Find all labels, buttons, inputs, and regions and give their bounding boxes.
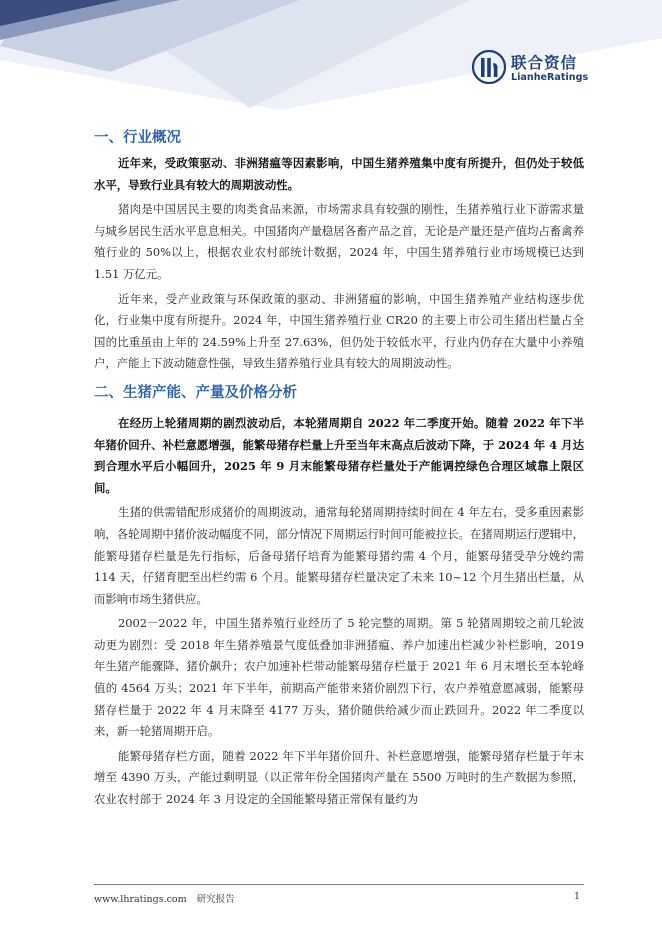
section-lead: 近年来，受政策驱动、非洲猪瘟等因素影响，中国生猪养殖集中度有所提升，但仍处于较低水平，导致行业具有较大的周期波动性。 — [94, 156, 584, 192]
paragraph: 猪肉是中国居民主要的肉类食品来源，市场需求具有较强的刚性，生猪养殖行业下游需求量与城乡居民生活水平息息相关。中国猪肉产量稳居各畜产品之首，无论是产量还是产值均占畜禽养殖行业的 50%以上，根据农业农村部统计数据，2024 年，中国生猪养殖行业市场规模已达到 1.51 万亿元。 — [94, 202, 584, 281]
footer-website-link[interactable]: www.lhratings.com — [94, 894, 187, 905]
footer-info — [94, 891, 235, 905]
section-heading: 一、行业概况 — [94, 130, 181, 146]
logo-chinese-name: 联合资信 — [511, 54, 578, 72]
paragraph: 近年来，受产业政策与环保政策的驱动、非洲猪瘟的影响，中国生猪养殖产业结构逐步优化，行业集中度有所提升。2024 年，中国生猪养殖行业 CR20 的主要上市公司生猪出栏量占全国的比重虽由上年的 24.59%上升至 27.63%，但仍处于较低水平，行业内仍存在大量中小养殖户，产能上下波动随意性强，导致生猪养殖行业具有较大的周期波动性。 — [94, 291, 584, 371]
section-lead: 在经历上轮猪周期的剧烈波动后，本轮猪周期自 2022 年二季度开始。随着 2022 年下半年猪价回升、补栏意愿增强，能繁母猪存栏量上升至当年末高点后波动下降，于 2024 年 4 月达到合理水平后小幅回升，2025 年 9 月末能繁母猪存栏量处于产能调控绿色合理区域靠上限区间。 — [94, 415, 584, 495]
footer-doc-type: 研究报告 — [196, 894, 235, 905]
lianhe-logo-icon — [472, 50, 506, 84]
paragraph: 2002－2022 年，中国生猪养殖行业经历了 5 轮完整的周期。第 5 轮猪周期较之前几轮波动更为剧烈：受 2018 年生猪养殖景气度低叠加非洲猪瘟、养户加速出栏减少补栏影响，2019 年生猪产能骤降、猪价飙升；农户加速补栏带动能繁母猪存栏量于 2021 年 6 月末增长至本轮峰值的 4564 万头；2021 年下半年，前期高产能带来猪价剧烈下行，农户养殖意愿减弱，能繁母猪存栏量于 2022 年 4 月末降至 4177 万头，猪价随供给减少而止跌回升。2022 年二季度以来，新一轮猪周期开启。 — [94, 616, 584, 739]
paragraph: 生猪的供需错配形成猪价的周期波动，通常每轮猪周期持续时间在 4 年左右，受多重因素影响，各轮周期中猪价波动幅度不同，部分情况下周期运行时间可能被拉长。在猪周期运行逻辑中，能繁母猪存栏量是先行指标，后备母猪仔培育为能繁母猪约需 4 个月，能繁母猪受孕分娩约需 114 天，仔猪育肥至出栏约需 6 个月。能繁母猪存栏量决定了未来 10~12 个月生猪出栏量，从而影响市场生猪供应。 — [94, 505, 584, 606]
page-number: 1 — [574, 891, 581, 902]
section-industry-overview — [94, 126, 584, 375]
section-capacity-price-analysis — [94, 381, 584, 811]
paragraph: 能繁母猪存栏方面，随着 2022 年下半年猪价回升、补栏意愿增强，能繁母猪存栏量于年末增至 4390 万头，产能过剩明显（以正常年份全国猪肉产量在 5500 万吨时的生产数据为参照，农业农村部于 2024 年 3 月设定的全国能繁母猪正常保有量约为 — [94, 748, 584, 807]
section-heading: 二、生猪产能、产量及价格分析 — [94, 384, 297, 401]
document-body — [94, 126, 584, 811]
footer-divider — [94, 884, 584, 885]
logo-english-name: LianheRatings — [511, 72, 589, 83]
